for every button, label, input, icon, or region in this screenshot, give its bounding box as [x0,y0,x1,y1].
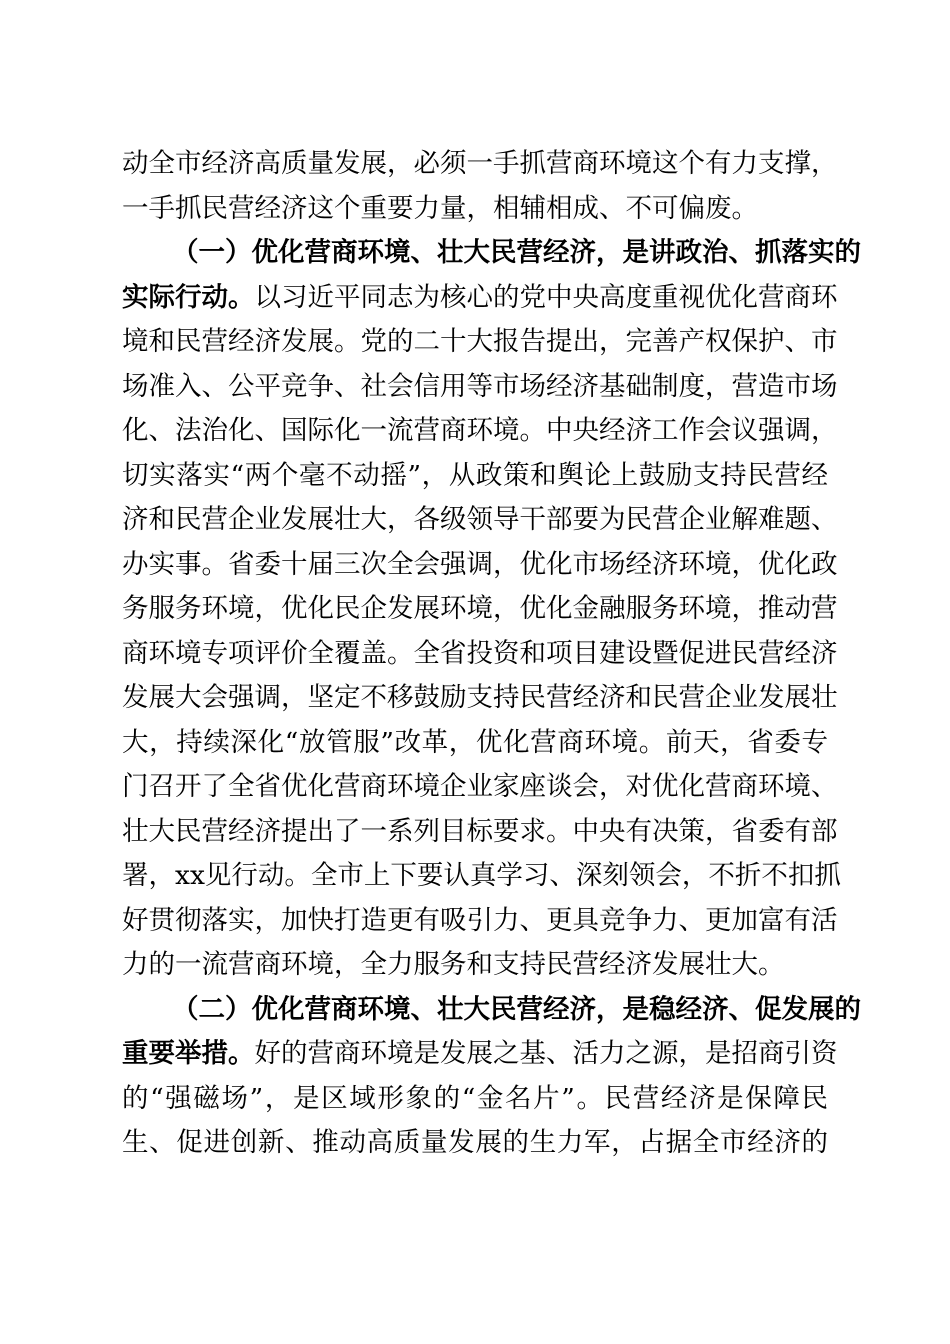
text-line: 发展大会强调，坚定不移鼓励支持民营经济和民营企业发展壮 [122,682,838,713]
text-line: 壮大民营经济提出了一系列目标要求。中央有决策，省委有部 [122,816,838,847]
text-line: 务服务环境，优化民企发展环境，优化金融服务环境，推动营 [122,593,838,624]
text-line: 署，xx见行动。全市上下要认真学习、深刻领会，不折不扣抓 [122,860,841,891]
text-line: 场准入、公平竞争、社会信用等市场经济基础制度，营造市场 [122,371,838,402]
section-heading-two-end: 重要举措。 [122,1038,255,1069]
text-line: 的“强磁场”，是区域形象的“金名片”。民营经济是保障民 [122,1083,828,1114]
section-heading-line [172,231,861,275]
text-line: 济和民营企业发展壮大，各级领导干部要为民营企业解难题、 [122,504,838,535]
text-line: 化、法治化、国际化一流营商环境。中央经济工作会议强调， [122,415,838,446]
text-run: 好的营商环境是发展之基、活力之源，是招商引资 [254,1038,838,1069]
text-line: 境和民营经济发展。党的二十大报告提出，完善产权保护、市 [122,326,838,357]
text-line: 门召开了全省优化营商环境企业家座谈会，对优化营商环境、 [122,771,838,802]
text-line: 办实事。省委十届三次全会强调，优化市场经济环境，优化政 [122,549,838,580]
text-line [122,1032,838,1076]
text-run: 以习近平同志为核心的党中央高度重视优化营商环 [254,282,838,313]
text-line: 好贯彻落实，加快打造更有吸引力、更具竞争力、更加富有活 [122,905,838,936]
text-line: 切实落实“两个毫不动摇”，从政策和舆论上鼓励支持民营经 [122,460,828,491]
text-line: 商环境专项评价全覆盖。全省投资和项目建设暨促进民营经济 [122,638,838,669]
text-line: 一手抓民营经济这个重要力量，相辅相成、不可偏废。 [122,193,758,224]
section-heading-one-end: 实际行动。 [122,282,255,313]
text-line: 大，持续深化“放管服”改革，优化营商环境。前天，省委专 [122,727,828,758]
section-heading-two: （二）优化营商环境、壮大民营经济，是稳经济、促发展的 [172,994,861,1025]
text-line [122,276,838,320]
section-heading-one: （一）优化营商环境、壮大民营经济，是讲政治、抓落实的 [172,237,861,268]
text-line: 生、促进创新、推动高质量发展的生力军，占据全市经济的 [122,1127,828,1158]
section-heading-line [172,988,861,1032]
text-line: 动全市经济高质量发展，必须一手抓营商环境这个有力支撑， [122,148,838,179]
text-line: 力的一流营商环境，全力服务和支持民营经济发展壮大。 [122,949,785,980]
